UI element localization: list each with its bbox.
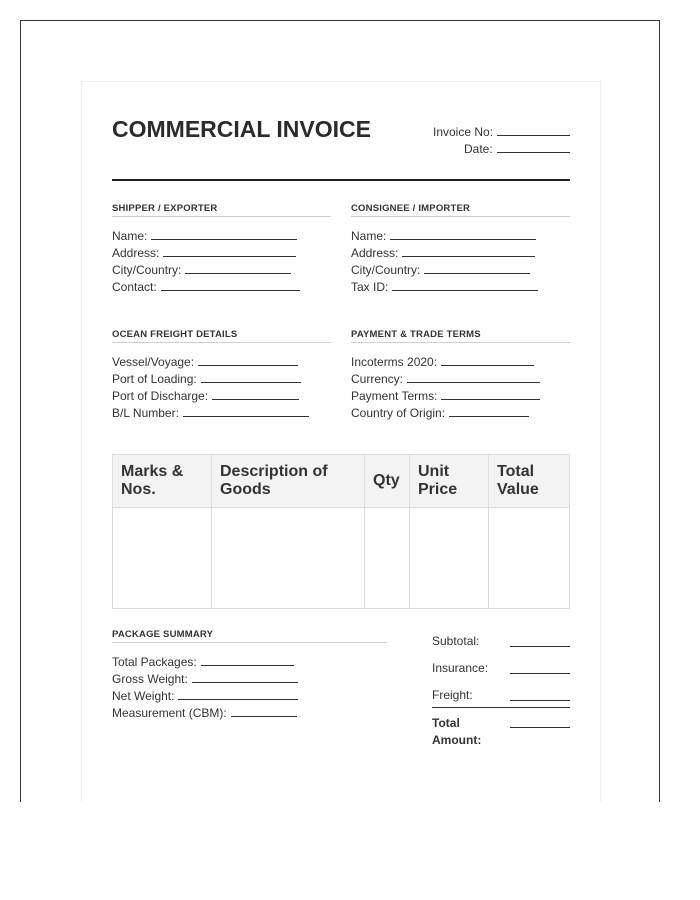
shipper-address-field[interactable]: Address: (112, 245, 300, 262)
port-of-discharge-field[interactable]: Port of Discharge: (112, 388, 309, 405)
col-description: Description of Goods (212, 455, 365, 508)
invoice-number-field[interactable] (433, 125, 570, 139)
insurance-line[interactable] (510, 672, 570, 674)
shipper-heading: SHIPPER / EXPORTER (112, 203, 331, 217)
header-divider (112, 179, 570, 181)
measurement-cbm-field[interactable]: Measurement (CBM): (112, 705, 298, 722)
subtotal-label: Subtotal: (432, 634, 480, 648)
consignee-heading: CONSIGNEE / IMPORTER (351, 203, 570, 217)
cell-unit-price[interactable] (410, 508, 489, 609)
country-of-origin-field[interactable]: Country of Origin: (351, 405, 540, 422)
payment-terms-field[interactable]: Payment Terms: (351, 388, 540, 405)
shipper-fields (112, 228, 300, 296)
total-amount-line[interactable] (510, 726, 570, 728)
subtotal-line[interactable] (510, 645, 570, 647)
vessel-voyage-field[interactable]: Vessel/Voyage: (112, 354, 309, 371)
col-total-value: Total Value (489, 455, 570, 508)
net-weight-field[interactable]: Net Weight: (112, 688, 298, 705)
bl-number-field[interactable]: B/L Number: (112, 405, 309, 422)
col-unit-price: Unit Price (410, 455, 489, 508)
freight-line[interactable] (510, 699, 570, 701)
cell-qty[interactable] (365, 508, 410, 609)
invoice-number-line (497, 125, 570, 136)
total-packages-field[interactable]: Total Packages: (112, 654, 298, 671)
package-heading: PACKAGE SUMMARY (112, 629, 387, 643)
totals-divider (432, 707, 570, 708)
freight-heading: OCEAN FREIGHT DETAILS (112, 329, 331, 343)
freight-fields (112, 354, 309, 422)
consignee-city-field[interactable]: City/Country: (351, 262, 538, 279)
payment-fields (351, 354, 540, 422)
goods-table (112, 454, 570, 609)
cell-total-value[interactable] (489, 508, 570, 609)
shipper-contact-field[interactable]: Contact: (112, 279, 300, 296)
table-row (113, 508, 570, 609)
incoterms-field[interactable]: Incoterms 2020: (351, 354, 540, 371)
consignee-name-field[interactable]: Name: (351, 228, 538, 245)
cell-marks-nos[interactable] (113, 508, 212, 609)
shipper-city-field[interactable]: City/Country: (112, 262, 300, 279)
total-amount-label: Total Amount: (432, 716, 482, 747)
currency-field[interactable]: Currency: (351, 371, 540, 388)
shipper-name-field[interactable]: Name: (112, 228, 300, 245)
consignee-taxid-field[interactable]: Tax ID: (351, 279, 538, 296)
insurance-label: Insurance: (432, 661, 489, 675)
col-qty: Qty (365, 455, 410, 508)
invoice-date-field[interactable] (464, 142, 570, 156)
payment-heading: PAYMENT & TRADE TERMS (351, 329, 570, 343)
freight-label: Freight: (432, 688, 473, 702)
invoice-date-label: Date: (464, 142, 493, 156)
invoice-number-label: Invoice No: (433, 125, 494, 139)
cell-description[interactable] (212, 508, 365, 609)
port-of-loading-field[interactable]: Port of Loading: (112, 371, 309, 388)
consignee-fields (351, 228, 538, 296)
gross-weight-field[interactable]: Gross Weight: (112, 671, 298, 688)
invoice-date-line (497, 142, 570, 153)
invoice-title: COMMERCIAL INVOICE (112, 116, 371, 142)
package-fields (112, 654, 298, 722)
goods-table-header (113, 455, 570, 508)
col-marks-nos: Marks & Nos. (113, 455, 212, 508)
consignee-address-field[interactable]: Address: (351, 245, 538, 262)
